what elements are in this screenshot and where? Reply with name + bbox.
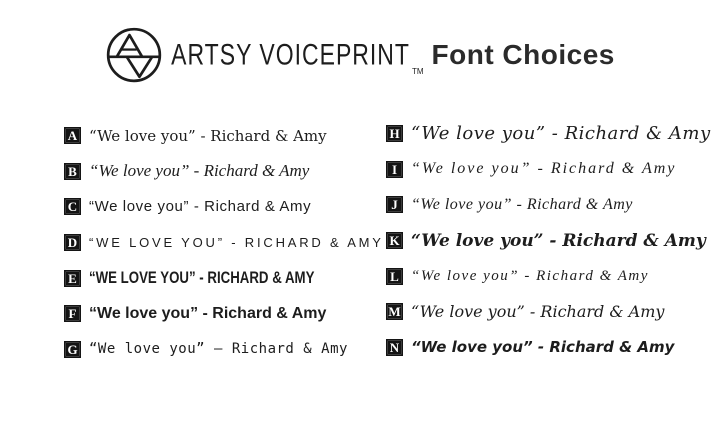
font-letter-badge: N xyxy=(386,339,403,356)
font-option-row-j xyxy=(386,187,706,223)
font-sample-text: “We love you” - Richard & Amy xyxy=(89,126,327,145)
font-sample-text: “We love you” – Richard & Amy xyxy=(89,341,348,358)
font-option-row-l xyxy=(386,258,706,294)
brand-name: ARTSY VOICEPRINT xyxy=(171,36,410,71)
font-sample-text: “WE LOVE YOU” - RICHARD & AMY xyxy=(89,268,315,288)
font-options-left-column xyxy=(64,118,384,367)
page-title: Font Choices xyxy=(431,39,615,70)
font-letter-badge: I xyxy=(386,161,403,178)
font-option-row-g xyxy=(64,332,364,368)
font-letter-badge: D xyxy=(64,234,81,251)
font-option-row-d xyxy=(64,225,384,261)
font-letter-badge: M xyxy=(386,303,403,320)
font-option-row-c xyxy=(64,189,364,225)
font-option-row-i xyxy=(386,152,706,188)
font-sample-text: “We love you” - Richard & Amy xyxy=(411,195,633,213)
font-letter-badge: E xyxy=(64,270,81,287)
font-sample-text: “We love you” - Richard & Amy xyxy=(411,302,665,322)
font-letter-badge: J xyxy=(386,196,403,213)
font-letter-badge: B xyxy=(64,163,81,180)
av-monogram-circle-icon xyxy=(105,26,163,84)
font-option-row-n xyxy=(386,330,706,366)
font-letter-badge: F xyxy=(64,305,81,322)
font-option-row-k xyxy=(386,223,706,259)
font-letter-badge: G xyxy=(64,341,81,358)
font-option-row-e xyxy=(64,260,364,296)
font-option-row-f xyxy=(64,296,364,332)
font-options-right-column xyxy=(386,116,711,365)
font-sample-text: “WE LOVE YOU” - RICHARD & AMY xyxy=(89,235,384,251)
font-sample-text: “We love you” - Richard & Amy xyxy=(411,123,711,145)
font-option-row-b xyxy=(64,154,364,190)
font-sample-text: “We love you” - Richard & Amy xyxy=(411,160,677,178)
font-option-row-a xyxy=(64,118,364,154)
font-letter-badge: H xyxy=(386,125,403,142)
font-letter-badge: L xyxy=(386,268,403,285)
font-sample-text: “We love you” - Richard & Amy xyxy=(89,198,312,216)
font-sample-text: “We love you” - Richard & Amy xyxy=(411,267,649,284)
font-sample-text: “We love you” - Richard & Amy xyxy=(89,304,327,322)
font-option-row-h xyxy=(386,116,711,152)
font-letter-badge: A xyxy=(64,127,81,144)
font-letter-badge: K xyxy=(386,232,403,249)
font-sample-text: “We love you” - Richard & Amy xyxy=(411,230,706,251)
header xyxy=(0,26,720,84)
font-sample-text: “We love you” - Richard & Amy xyxy=(411,338,675,357)
font-letter-badge: C xyxy=(64,198,81,215)
font-option-row-m xyxy=(386,294,706,330)
font-sample-text: “We love you” - Richard & Amy xyxy=(89,161,310,181)
trademark-symbol: TM xyxy=(411,67,424,76)
